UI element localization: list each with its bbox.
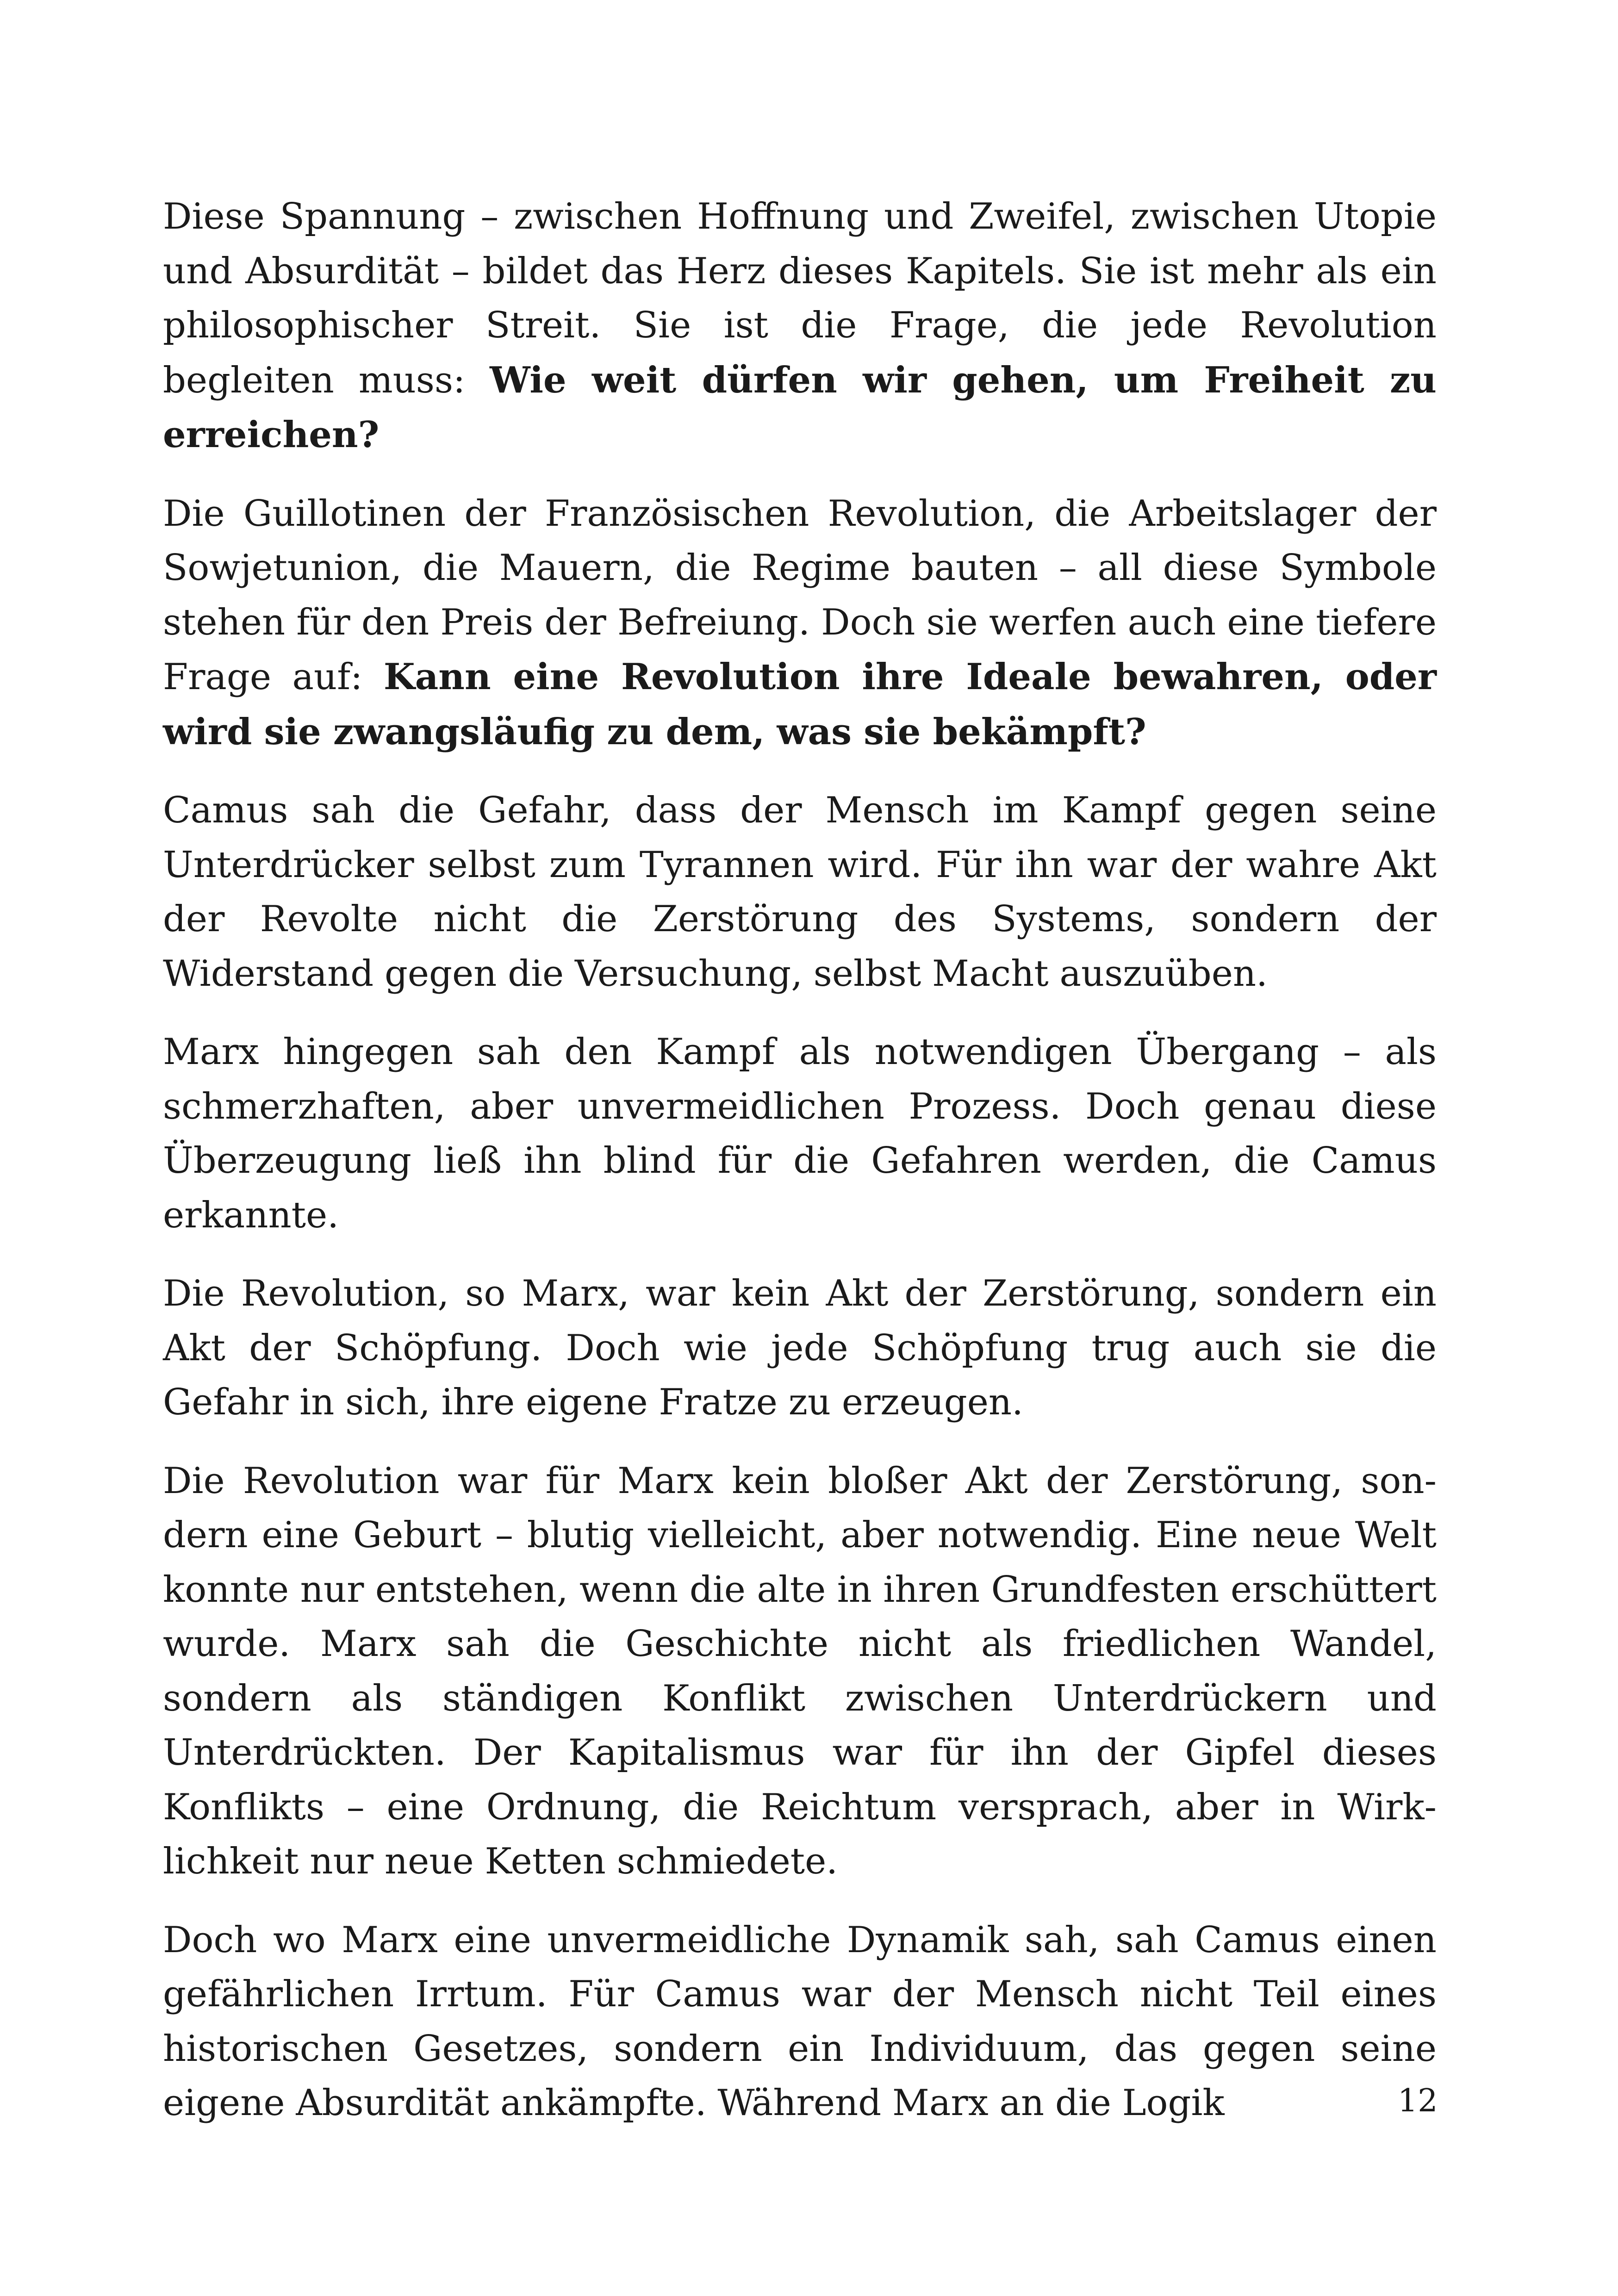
paragraph-text: Die Revolution, so Marx, war kein Akt der Zerstörung, sondern ein Akt der Schöpfung. Doch wie jede Schöpfung trug auch sie die Gefahr in sich, ihre eigene Fratze zu erzeugen. [163, 1273, 1437, 1423]
paragraph-text: Marx hingegen sah den Kampf als notwendigen Übergang – als schmerzhaften, aber unvermeidlichen Prozess. Doch genau diese Überzeugung ließ ihn blind für die Gefahren werden, die Camus erkannte. [163, 1031, 1437, 1236]
paragraph [163, 1267, 1437, 1430]
paragraph [163, 1025, 1437, 1243]
paragraph-text: Diese Spannung – zwischen Hoffnung und Zweifel, zwischen Utopie und Absurdität – bildet das Herz dieses Kapitels. Sie ist mehr als ein philosophischer Streit. Sie ist die Frage, die jede Revolution begleiten muss: [163, 196, 1437, 401]
paragraph-text: Die Revolution war für Marx kein bloßer Akt der Zerstörung, sondern eine Geburt – blutig vielleicht, aber notwendig. Eine neue Welt konnte nur entstehen, wenn die alte in ihren Grundfesten erschüttert wurde. Marx sah die Geschichte nicht als friedlichen Wandel, sondern als ständigen Konflikt zwischen Unterdrückern und Unterdrückten. Der Kapitalismus war für ihn der Gipfel dieses Konflikts – eine Ordnung, die Reichtum versprach, aber in Wirklichkeit nur neue Ketten schmiedete. [163, 1460, 1437, 1882]
body-text [163, 190, 1437, 2155]
paragraph-text: Die Guillotinen der Französischen Revolution, die Arbeitslager der Sowjetunion, die Mauern, die Regime bauten – all diese Symbole stehen für den Preis der Befreiung. Doch sie werfen auch eine tiefere Frage auf: [163, 492, 1437, 698]
paragraph-text: Camus sah die Gefahr, dass der Mensch im Kampf gegen seine Unterdrücker selbst zum Tyrannen wird. Für ihn war der wahre Akt der Revolte nicht die Zerstörung des Systems, sondern der Widerstand gegen die Versuchung, selbst Macht auszuüben. [163, 790, 1437, 995]
bold-question: Kann eine Revolution ihre Ideale bewahren, oder wird sie zwangsläufig zu dem, was sie bekämpft? [163, 656, 1437, 753]
paragraph [163, 487, 1437, 760]
page-number: 12 [1398, 2083, 1438, 2119]
paragraph [163, 784, 1437, 1001]
paragraph [163, 190, 1437, 463]
bold-question: Wie weit dürfen wir gehen, um Freiheit zu erreichen? [163, 359, 1437, 456]
paragraph [163, 1454, 1437, 1889]
paragraph [163, 1913, 1437, 2131]
paragraph-text: Doch wo Marx eine unvermeidliche Dynamik sah, sah Camus einen gefährlichen Irrtum. Für Camus war der Mensch nicht Teil eines historischen Gesetzes, sondern ein Individuum, das gegen seine eigene Absurdität ankämpfte. Während Marx an die Logik [163, 1919, 1437, 2124]
